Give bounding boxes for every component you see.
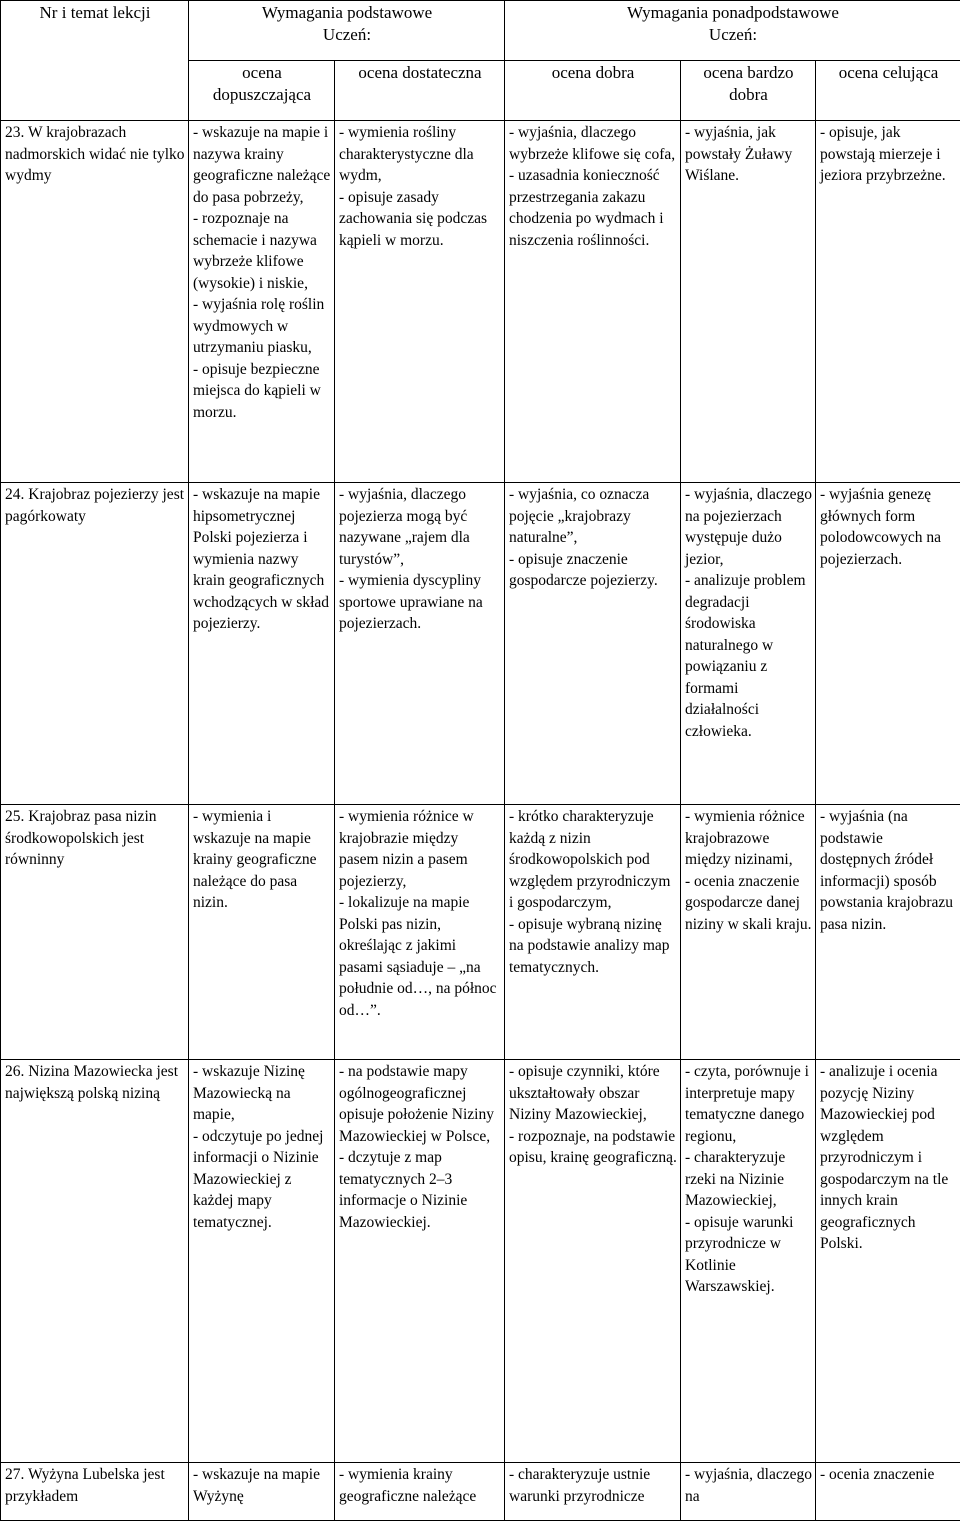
- requirement-cell: - wskazuje na mapie hipsometrycznej Polski pojezierza i wymienia nazwy krain geograficznych wchodzących w skład pojezierzy.: [189, 483, 335, 805]
- requirement-cell: - wskazuje na mapie Wyżynę: [189, 1463, 335, 1521]
- requirement-cell: - analizuje i ocenia pozycję Niziny Mazowieckiej pod względem przyrodniczym i gospodarczym na tle innych krain geograficznych Polski.: [816, 1060, 960, 1463]
- table-row: [1, 1463, 960, 1521]
- requirement-cell: - wymienia różnice w krajobrazie między pasem nizin a pasem pojezierzy, - lokalizuje na mapie Polski pas nizin, określając z jakimi pasami sąsiaduje – „na południe od…, na północ od…”.: [335, 805, 505, 1060]
- header-grade-excellent: ocena celująca: [816, 61, 960, 121]
- requirement-cell: - wskazuje na mapie i nazywa krainy geograficzne należące do pasa pobrzeży, - rozpoznaje na schemacie i nazywa wybrzeże klifowe (wysokie) i niskie, - wyjaśnia rolę roślin wydmowych w utrzymaniu piasku, - opisuje bezpieczne miejsca do kąpieli w morzu.: [189, 121, 335, 483]
- requirement-cell: - krótko charakteryzuje każdą z nizin środkowopolskich pod względem przyrodniczym i gospodarczym, - opisuje wybraną nizinę na podstawie analizy map tematycznych.: [505, 805, 681, 1060]
- requirement-cell: - wyjaśnia genezę głównych form polodowcowych na pojezierzach.: [816, 483, 960, 805]
- requirement-cell: - wymienia i wskazuje na mapie krainy geograficzne należące do pasa nizin.: [189, 805, 335, 1060]
- requirement-cell: - opisuje czynniki, które ukształtowały obszar Niziny Mazowieckiej, - rozpoznaje, na podstawie opisu, krainę geograficzną.: [505, 1060, 681, 1463]
- requirement-cell: - czyta, porównuje i interpretuje mapy tematyczne danego regionu, - charakteryzuje rzeki na Nizinie Mazowieckiej, - opisuje warunki przyrodnicze w Kotlinie Warszawskiej.: [681, 1060, 816, 1463]
- header-grade-sufficient: ocena dopuszczająca: [189, 61, 335, 121]
- table-row: [1, 1060, 960, 1463]
- lesson-title: 26. Nizina Mazowiecka jest największą polską niziną: [1, 1060, 189, 1463]
- requirement-cell: - wyjaśnia, dlaczego wybrzeże klifowe się cofa, - uzasadnia konieczność przestrzegania zakazu chodzenia po wydmach i niszczenia roślinności.: [505, 121, 681, 483]
- requirement-cell: - charakteryzuje ustnie warunki przyrodnicze: [505, 1463, 681, 1521]
- requirement-cell: - wyjaśnia, jak powstały Żuławy Wiślane.: [681, 121, 816, 483]
- requirement-cell: - ocenia znaczenie: [816, 1463, 960, 1521]
- requirement-cell: - wymienia różnice krajobrazowe między nizinami, - ocenia znaczenie gospodarcze danej niziny w skali kraju.: [681, 805, 816, 1060]
- requirement-cell: - wymienia rośliny charakterystyczne dla wydm, - opisuje zasady zachowania się podczas kąpieli w morzu.: [335, 121, 505, 483]
- lesson-title: 25. Krajobraz pasa nizin środkowopolskich jest równinny: [1, 805, 189, 1060]
- requirement-cell: - wyjaśnia, co oznacza pojęcie „krajobrazy naturalne”, - opisuje znaczenie gospodarcze pojezierzy.: [505, 483, 681, 805]
- requirement-cell: - wyjaśnia, dlaczego na: [681, 1463, 816, 1521]
- table-row: [1, 483, 960, 805]
- header-row-groups: [1, 1, 960, 61]
- requirement-cell: - wyjaśnia (na podstawie dostępnych źródeł informacji) sposób powstania krajobrazu pasa nizin.: [816, 805, 960, 1060]
- table-row: [1, 121, 960, 483]
- header-grade-satisfactory: ocena dostateczna: [335, 61, 505, 121]
- requirement-cell: - wyjaśnia, dlaczego na pojezierzach występuje dużo jezior, - analizuje problem degradacji środowiska naturalnego w powiązaniu z formami działalności człowieka.: [681, 483, 816, 805]
- requirement-cell: - wyjaśnia, dlaczego pojezierza mogą być nazywane „rajem dla turystów”, - wymienia dyscypliny sportowe uprawiane na pojezierzach.: [335, 483, 505, 805]
- requirement-cell: - na podstawie mapy ogólnogeograficznej opisuje położenie Niziny Mazowieckiej w Polsce, - dczytuje z map tematycznych 2–3 informacje o Nizinie Mazowieckiej.: [335, 1060, 505, 1463]
- header-grade-very-good: ocena bardzo dobra: [681, 61, 816, 121]
- requirement-cell: - wskazuje Nizinę Mazowiecką na mapie, - odczytuje po jednej informacji o Nizinie Mazowieckiej z każdej mapy tematycznej.: [189, 1060, 335, 1463]
- header-advanced-requirements: Wymagania ponadpodstawowe Uczeń:: [505, 1, 960, 61]
- requirement-cell: - opisuje, jak powstają mierzeje i jeziora przybrzeżne.: [816, 121, 960, 483]
- lesson-title: 24. Krajobraz pojezierzy jest pagórkowaty: [1, 483, 189, 805]
- table-row: [1, 805, 960, 1060]
- lesson-title: 23. W krajobrazach nadmorskich widać nie tylko wydmy: [1, 121, 189, 483]
- requirement-cell: - wymienia krainy geograficzne należące: [335, 1463, 505, 1521]
- lesson-title: 27. Wyżyna Lubelska jest przykładem: [1, 1463, 189, 1521]
- header-basic-requirements: Wymagania podstawowe Uczeń:: [189, 1, 505, 61]
- header-grade-good: ocena dobra: [505, 61, 681, 121]
- header-lesson: Nr i temat lekcji: [1, 1, 189, 121]
